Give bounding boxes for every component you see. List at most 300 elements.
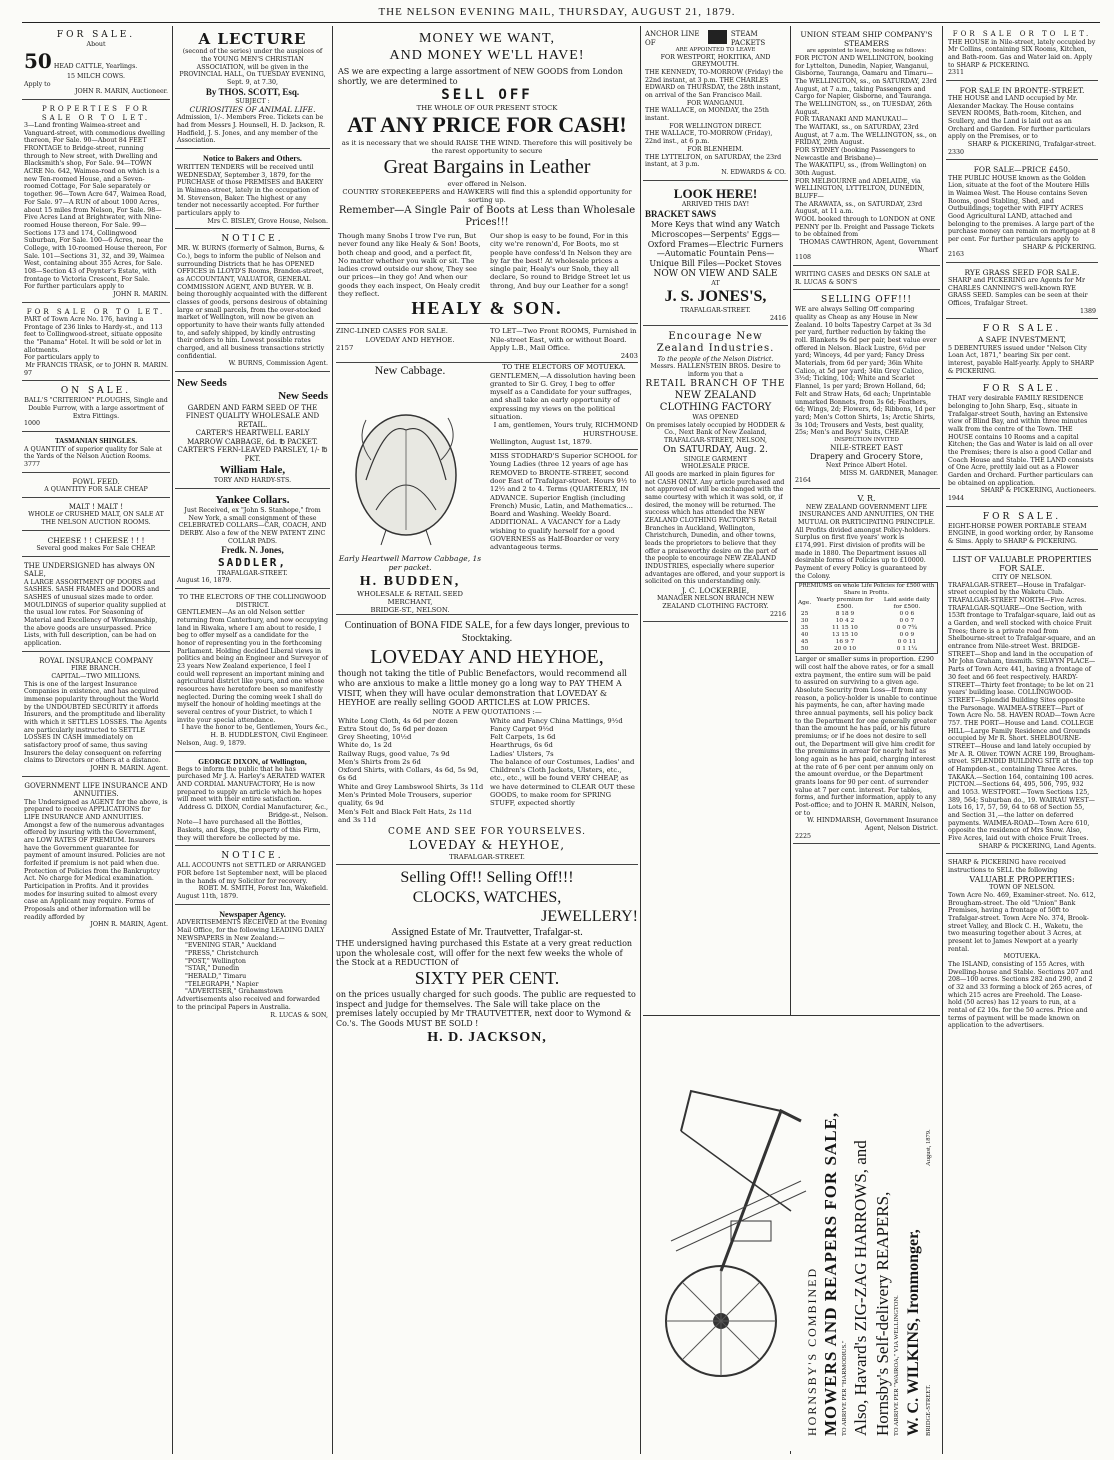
ad-headline: CLOCKS, WATCHES,	[412, 888, 562, 906]
sell-off-heading: SELL OFF	[441, 86, 533, 103]
ad-body: All goods are marked in plain figures for net CASH ONLY. Any article purchased and not approved of will be exchanged with the same courtesy with which it was sold, or, if desired, the money will be returned. The success which has attended the NEW ZEALAND CLOTHING FACTORY'S Retail Branches in Auckland, Wellington, Christchurch, Dunedin, and other towns, leads the proprietors to believe that they offer a praiseworthy desire on the part of the people to encourage NEW ZEALAND INDUSTRIES, especially where superior advantages are offered, and your support is solicited on this understanding only.	[645, 471, 785, 586]
ad-signature: R. LUCAS & SON,	[270, 1011, 328, 1019]
ad-body: THE HOUSE in Nile-street, lately occupied by Mr Collins, containing SIX Rooms, Kitchen, and Bath-room. Gas and Water laid on. Apply to SHARP & PICKERING.	[948, 38, 1096, 69]
ad-body: on the prices usually charged for such goods. The public are requested to inspect and judge for themselves. The Sale will take place on the premises lately occupied by Mr TRAUTVETTER, next door to Wymond & Co.'s. The Goods MUST BE SOLD !	[336, 989, 636, 1029]
ad-signature: SHARP & PICKERING, Trafalgar-street.	[967, 141, 1096, 149]
ad-text: FOR WANGANUI.	[686, 99, 745, 107]
ad-text: FOR TARANAKI AND MANUKAU—	[795, 116, 908, 124]
ad-body: This is one of the largest Insurance Companies in existence, and has acquired immense popularity throughout the World by the UNDOUBTED SECURITY it affords Insurers, and the promptitude and liberality with which it SETTLES LOSSES. The Agents are particularly instructed to SETTLE LOSSES IN CASH immediately on satisfactory proof of same, thus saving Insurers the delay consequent on referring claims to Directors or others at a distance.	[24, 680, 167, 765]
ad-signature: LOVEDAY AND HEYHOE.	[365, 335, 455, 344]
table-row	[796, 632, 937, 639]
mowers-headline: MOWERS AND REAPERS FOR SALE,	[821, 1111, 840, 1436]
ad-headline: Great Bargains in Leather	[383, 156, 591, 179]
ad-signature: JOHN R. MARIN, Agent.	[90, 921, 168, 929]
ad-text: FOR MELBOURNE and ADELAIDE, via WELLINGTON, LYTTELTON, DUNEDIN, BLUFF—	[795, 177, 925, 201]
ad-title: TO THE ELECTORS OF THE COLLINGWOOD DISTRICT.	[178, 594, 327, 609]
ad-body: A LARGE ASSORTMENT OF DOORS and SASHES. SASH FRAMES and DOORS and SASHES of unusual sizes made to order. MOULDINGS of superior quality supplied at the usual low rates. For Seasoning of Material and Excellency of Workmanship, the above goods are unsurpassed. Price Lists, with full description, can be had on application.	[24, 578, 166, 647]
ad-text: Remember—A Single Pair of Boots at Less than Wholesale Prices!!!	[338, 204, 636, 228]
quote-item: Extra Stout do, 5s 6d per dozen	[338, 724, 448, 733]
ad-body: The ISLAND, consisting of 155 Acres, with Dwelling-house and Stable. Sections 207 and 208—100 acres. Sections 282 and 290, and 2 of 32 and 33 forming a block of 265 acres, of which 215 acres are Freehold. The Lease-hold (50 acres) has 12 years to run, at a rental of £2 10s. for the 50 acres. Price and terms of payment will be made known on application to the advertisers.	[948, 961, 1093, 1030]
ad-title: FOWL FEED.	[72, 477, 120, 486]
ad-body: TRAFALGAR-STREET—House in Trafalgar-street occupied by the Waketu Club. TRAFALGAR-STREET NORTH—Five Acres. TRAFALGAR-SQUARE—One Section, with 153ft frontage to Trafalgar-square, laid out as a Garden, and well stocked with choice Fruit Trees; there is a private road from Shelbourne-street to Trafalgar-square, and an entrance from Nile-street West. BRIDGE-STREET—Shop and land in the occupation of Mr John Graham, tinsmith. SELWYN PLACE—Parts of Town Acre 441, having a frontage of 30 feet and 66 feet respectively. HARDY-STREET—Thirty feet frontage; to be let on 21 years' building lease. COLLINGWOOD-STREET—Splendid Building Sites opposite the Parsonage. WAIMEA-STREET—Part of Town Acre No. 58. HAVEN ROAD—Town Acre 757. THE PORT—House and Land. COLLEGE HILL—Large Family Residence and Grounds occupied by Mr R. Short. SHELBOURNE-STREET—House and land lately occupied by Mr A. R. Oliver. TOWN ACRE 199, Brougham-street. SPLENDID BUILDING SITE at the top of Hampden-st., containing Three Acres.	[948, 581, 1096, 773]
quote-item: White and Fancy China Mattings, 9½d	[490, 716, 623, 725]
ad-text: WHOLESALE & RETAIL SEED MERCHANT,	[357, 589, 463, 606]
ad-title: SELLING OFF!!!	[821, 295, 912, 306]
ad-text: Drapery and Grocery Store,	[809, 452, 924, 462]
ad-title: VALUABLE PROPERTIES:	[969, 874, 1075, 884]
ad-title: NEW ZEALAND GOVERNMENT LIFE INSURANCES AND ANNUITIES, ON THE MUTUAL OR PARTICIPATING PRINCIPLE.	[798, 503, 935, 526]
table-cell: 0 0 7	[899, 617, 915, 624]
flag-icon	[708, 30, 727, 44]
ad-text: ARE APPOINTED TO LEAVE	[675, 47, 756, 54]
ad-cheese	[22, 534, 170, 557]
ad-text: TOWN OF NELSON.	[989, 884, 1055, 892]
ad-body: Larger or smaller sums in proportion. £290 will cost half the above rates, or for a small extra payment, the entire sum will be paid to assured on surviving to a given age. Absolute Security from Loss—If from any reason, a policy-holder is unable to continue his payments, he can, after having made three annual payments, sell his policy back to the Department for one generally greater than the amount he has paid, or his future premiums; or if he does not desire to sell out, the Department will give him credit for the premiums in arrear for nearly half as long again as he has paid, charging interest at the rate of 6 per cent per annum only on the amount overdue, or the Department grants loans for 90 per cent. of surrender value at 7 per cent. interest. For tables, forms, and further information, apply to any Post-office; and to JOHN R. MARIN, Nelson, or to	[795, 656, 937, 817]
ad-newspaper-agency	[175, 908, 330, 1022]
ad-text: TRAFALGAR-STREET.	[449, 852, 525, 861]
ad-signature: W. HINDMARSH, Government Insurance Agent, Nelson District.	[807, 817, 938, 833]
ad-body: (second of the series) under the auspices of the YOUNG MEN'S CHRISTIAN ASSOCIATION, will be given in the PROVINCIAL HALL, On TUESDAY EVENING, Sept. 9, at 7.30,	[179, 48, 326, 86]
ad-properties	[22, 103, 170, 303]
ad-title: ANCHOR LINE OF	[645, 30, 700, 47]
table-cell: 20 0 10	[833, 646, 857, 653]
table-row	[796, 618, 937, 625]
ad-caption: Early Heartwell Marrow Cabbage, 1s per packet.	[338, 554, 482, 573]
ad-ploughs	[22, 384, 170, 432]
ad-signature: W. BURNS, Commission Agent.	[228, 360, 328, 368]
ad-text: MOTUEKA.	[1003, 953, 1041, 961]
ad-body: TO LET—Two Front ROOMS, Furnished in Nile-street East, with or without Board. Apply L.B., Mail Office.	[490, 327, 637, 352]
ad-text: TRAFALGAR-STREET.	[680, 306, 751, 314]
ad-government-life	[22, 780, 170, 932]
ad-smith-notice	[175, 849, 330, 904]
ad-number: 97	[24, 369, 33, 377]
ad-text: Messrs. HALLENSTEIN BROS. Desire to inform you that a	[650, 363, 781, 378]
ad-title: NOTICE.	[221, 234, 284, 245]
ad-body: THE PUBLIC HOUSE known as the Golden Lion, situate at the foot of the Moutere Hills in Waimea West. The House contains Seven Rooms, good Stabling, Shed, and Outbuildings; together with FIFTY ACRES Good Agricultural LAND, attached and belonging to the premises. A large part of the purchase money can remain on mortgage at 8 per cent. For further particulars apply to	[948, 174, 1096, 243]
ad-title: ROYAL INSURANCE COMPANY	[39, 656, 153, 665]
column-rule	[172, 26, 173, 1454]
ad-yankee-collars	[175, 492, 330, 589]
ad-burns-notice	[175, 232, 330, 372]
ad-text: Continuation of BONA FIDE SALE, for a few days longer, previous to Stocktaking.	[344, 620, 630, 644]
reaper-illustration	[661, 1071, 811, 1401]
table-cell: 35	[800, 624, 809, 631]
ad-body: Microscopes—Serpents' Eggs—Oxford Frames—Electric Furners—Automatic Fountain Pens—Unique Bill Files—Pocket Stoves	[647, 229, 784, 269]
ad-lecture	[175, 28, 330, 149]
lecture-subject: CURIOSITIES OF ANIMAL LIFE.	[189, 105, 316, 115]
ad-number: 1944	[948, 494, 965, 502]
ad-body: All Profits divided amongst Policy-holders. Surplus on first five years' work is £174,991. First division of profits will be made in 1880. The Department issues all desirable forms of Policies up to £10000. Payment of every Policy is guaranteed by the Colony.	[795, 526, 931, 580]
ad-title: Newspaper Agency.	[219, 909, 286, 919]
ad-fowl-feed	[22, 476, 170, 498]
masthead-rule	[22, 22, 1100, 23]
ad-body: A QUANTITY FOR SALE CHEAP	[44, 486, 148, 494]
ad-text: TORY AND HARDY-STS.	[213, 476, 292, 484]
ad-zinc-cases	[336, 327, 484, 360]
ad-title: New Cabbage.	[374, 363, 446, 378]
ad-number: 2416	[769, 314, 786, 322]
ad-text: WHOLESALE PRICE.	[681, 463, 750, 471]
ad-body: as it is necessary that we should RAISE THE WIND. Therefore this will positively be the rarest opportunity to secure	[341, 138, 633, 156]
cabbage-illustration	[336, 380, 476, 550]
ad-signature: MISS M. GARDNER, Manager.	[839, 469, 938, 477]
ad-bakers	[175, 152, 330, 229]
ad-text: WAS OPENED	[692, 414, 739, 421]
ad-text: For further particulars apply to	[24, 283, 125, 291]
ad-title: Notice to Bakers and Others.	[203, 154, 302, 164]
table-cell: 11 15 10	[832, 624, 858, 631]
ad-text: For particulars apply to	[24, 354, 100, 362]
ad-date: Nelson, Aug. 9, 1879.	[177, 739, 247, 747]
ad-title: TO THE ELECTORS OF MOTUEKA.	[502, 363, 626, 372]
table-cell: 0 1 1¼	[896, 646, 918, 653]
table-cell: 0 0 6	[899, 610, 915, 617]
ad-title: V. R.	[857, 493, 876, 503]
ad-body: ZINC-LINED CASES FOR SALE.	[336, 327, 448, 336]
ad-body: GENTLEMEN—As an old Nelson settler returning from Canterbury, and now occupying land in Riwaka, where I am about to reside, I beg to offer myself as a candidate for the honor of representing you in the forthcoming Parliament. Holding decided Liberal views in politics and being an Engineer and Surveyor of 23 years New Zealand experience, I feel I could well represent an important mining and agricultural district like yours, and one whose resources have heretofore been so manifestly neglected. During the coming week I shall do myself the honour of holding meetings at the several centres of your District, to which I invite your special attendance.	[177, 609, 328, 724]
ad-text: More Keys that wind any Watch	[650, 220, 781, 230]
ad-body: THE WALLACE, on MONDAY, the 25th instant.	[645, 107, 769, 123]
ad-title: FOR SALE—PRICE £450.	[973, 165, 1071, 175]
ad-number: 2311	[948, 69, 965, 77]
ad-body: Town Acre No. 469, Examiner-street. No. 612, Brougham-street. The old "Union" Bank Premises, having a frontage of 50ft to Trafalgar-street. Town Acre No. 374, Brook-street Valley, and Block C. H., Waketu, the two measuring together about 3 Acres, at present let to James Newport at a yearly rental.	[948, 892, 1096, 953]
table-cell: 30	[800, 617, 809, 624]
ad-sale-or-let	[22, 306, 170, 382]
ad-number: 2157	[336, 343, 354, 352]
quote-item: Grey Sheeting, 10½d	[338, 733, 412, 742]
table-cell: 0 0 9	[899, 632, 915, 639]
ad-text: BRIDGE-ST., NELSON.	[370, 606, 450, 615]
ad-body: WE are always Selling Off comparing quality as Cheap as any House in New Zealand. 10 bolts Tapestry Carpet at 3s 3d per yard, further reduction by taking the roll. Blankets 9s 6d per pair, best value ever offered in Nelson. Black Lustre, 6½d per yard; Winceys, 4d per yard; Fancy Dress Materials, from 6d per yard; 36in White Calico, at 5d per yard; 34in Grey Calico, 3½d; Ticking, 10d; White and Scarlet Flannel, 1s per yard; Brown Holland, 6d; Felt and Straw Hats, 6d each; Unprintable unmarked Bonnets, from 3s 6d; Feathers, 6d; Wings, 2d; Flowers, 6d; Ribbons, 1d per yard; Men's Cotton Shirts, 1s; Arctic Shirts, 3s 10d; Trousers and Vests, best quality, 25s; Men's and Boys' Suits, CHEAP.	[795, 306, 937, 437]
quote-item: The balance of our Costumes, Ladies' and Children's Cloth Jackets, Ulsters, etc., etc., etc., will be found VERY CHEAP, as we have determined to CLEAR OUT these GOODS, to make room for SPRING STUFF, expected shortly	[490, 757, 635, 808]
quote-item: White and Grey Lambswool Shirts, 3s 11d	[338, 782, 484, 791]
ad-text: HEAD CATTLE, Yearlings.	[53, 62, 138, 70]
table-cell: 40	[800, 632, 809, 639]
paper-item: "STAR," Dunedin	[185, 965, 240, 973]
ad-body: AS we are expecting a large assortment of NEW GOODS from London shortly, we are determined to	[338, 67, 623, 86]
ad-text: About	[86, 40, 106, 48]
poem-left: Though many Snobs I trow I've run, But never found any like Healy & Son! Boots, both cheap and good, and a perfect fit, No matter whether you walk or sit. The ladies crowd outside our show, They see our prices—in they go! And when our goods they each inspect, On Healy credit they reflect.	[338, 232, 481, 298]
ad-signature: Fredk. N. Jones,	[221, 545, 284, 556]
quote-item: Oxford Shirts, with Collars, 4s 6d, 5s 9d, 6s 6d	[338, 766, 479, 783]
ad-signature: SHARP & PICKERING, Land Agents.	[978, 842, 1096, 850]
ad-body: The WAITAKI, ss., on SATURDAY, 23rd August, at 7 a.m. The WELLINGTON, ss., on FRIDAY, 29th August.	[795, 124, 937, 147]
paper-item: "POST," Wellington	[185, 957, 246, 965]
harrows-headline: Also, Havard's ZIG-ZAG HARROWS, and	[851, 1140, 870, 1436]
ad-text: COUNTRY STOREKEEPERS and HAWKERS will find this a splendid opportunity for sorting up.	[342, 188, 632, 205]
quote-item: Felt Carpets, 1s 6d	[490, 733, 556, 742]
ad-body: TAKAKA.—Section 164, containing 100 acres. PICTON.—Sections 64, 495, 506, 795, 932 and 1053. WESTPORT.—Town Sections 125, 389, 564; Suburban do., 19. WAIRAU WEST—Lots 16, 17, 57, 59, 64 to 68 of Section 55, and Section 31,—the latter on deferred payments. WAIMEA-ROAD—Town Acre 610, opposite the residence of Mrs Snow. Also, Five Acres, laid out with choice Fruit Trees.	[948, 773, 1095, 842]
ad-dixon	[175, 755, 330, 847]
table-cell: 16 9 7	[835, 639, 855, 646]
ad-signature: HEALY & SON.	[411, 298, 563, 319]
ad-number: 2403	[620, 352, 638, 361]
ad-title: FOR SALE OR TO LET.	[952, 30, 1092, 38]
ad-body: SHARP and PICKERING are Agents for Mr CHARLES CANNING'S well-known RYE GRASS SEED. Samples can be seen at their Offices, Trafalgar Street.	[948, 277, 1088, 308]
ad-text: FIRE BRANCH.	[71, 665, 121, 673]
ad-text: AT	[711, 279, 720, 287]
table-cell: 10 4 2	[835, 617, 855, 624]
quote-item: Men's Shirts from 2s 6d	[338, 757, 421, 766]
ad-headline: LOOK HERE!	[673, 185, 758, 201]
paper-list	[177, 942, 328, 996]
ad-text: NILE-STREET EAST	[830, 443, 903, 452]
ad-text: To the people of the Nelson District.	[657, 355, 774, 363]
column-2	[175, 28, 330, 1453]
ad-signature: H. D. JACKSON,	[427, 1029, 547, 1045]
ad-text: 15 MILCH COWS.	[67, 73, 125, 81]
ad-signature: Address G. DIXON, Cordial Manufacturer, &c., Bridge-st., Nelson.	[179, 804, 328, 819]
ad-body: THE LYTTELTON, on SATURDAY, the 23rd instant, at 3 p.m.	[645, 153, 782, 169]
ad-cattle-for-sale	[22, 28, 170, 100]
ad-signature: LOVEDAY & HEYHOE,	[408, 838, 566, 853]
column-rule	[640, 26, 641, 1454]
ad-title: THE UNDERSIGNED has always ON SALE,	[24, 561, 156, 579]
ad-title: RYE GRASS SEED FOR SALE.	[964, 267, 1080, 277]
table-cell: 45	[800, 639, 809, 646]
table-cell: Age.	[798, 600, 812, 607]
table-cell: 8 18 9	[835, 610, 855, 617]
ad-body: On premises lately occupied by HODDER & Co., Next Bank of New Zealand, TRAFALGAR-STREET, NELSON,	[645, 421, 786, 445]
ad-text: CARTER'S FERN-LEAVED PARSLEY, 1/- ℔ PKT.	[177, 446, 328, 463]
ad-body: Just Received, ex "John S. Stanhope," from New York, a small consignment of these CELEBRATED COLLARS—CAR, COACH, AND DERBY. Also a few of the NEW PATENT ZINC COLLAR PADS.	[178, 506, 327, 545]
ad-nile-street-house	[946, 28, 1098, 81]
ad-text: Assigned Estate of Mr. Trautvetter, Trafalgar-st.	[391, 926, 583, 938]
ad-number: 1389	[1079, 307, 1096, 315]
ad-body: WRITING CASES and DESKS ON SALE at R. LUCAS & SON'S	[795, 271, 930, 286]
ad-text: MANAGER NELSON BRANCH NEW ZEALAND CLOTHING FACTORY.	[656, 595, 774, 610]
ad-family-residence	[946, 382, 1098, 506]
ad-body: WRITTEN TENDERS will be received until WEDNESDAY, September 3, 1879, for the PURCHASE of those PREMISES and BAKERY in Waimea-street, lately in the occupation of M. Stevenson, Baker. The highest or any tender not necessarily accepted. For further particulars apply to	[177, 163, 324, 217]
ad-title: FOR SALE OR TO LET.	[26, 307, 166, 316]
ad-union-steam	[793, 28, 940, 266]
table-cell: Laid aside daily for £500.	[883, 596, 930, 610]
ad-number: 2163	[948, 251, 965, 259]
ad-nz-gov-life	[793, 492, 940, 845]
ad-steam-engine	[946, 510, 1098, 550]
ad-text: SUBJECT :	[235, 97, 270, 105]
cabbage-school-row	[336, 363, 638, 615]
ad-title: GOVERNMENT LIFE INSURANCE AND ANNUITIES.	[24, 781, 168, 799]
ad-number: 2164	[795, 477, 812, 485]
quote-item: Men's Felt and Black Felt Hats, 2s 11d and 3s 11d	[338, 807, 472, 824]
reapers-arrival-note: TO ARRIVE PER "WAIROA," VIA WELLINGTON.	[893, 1295, 900, 1436]
ad-text: INSPECTION INVITED	[834, 436, 899, 443]
ad-title: UNION STEAM SHIP COMPANY'S STEAMERS	[800, 30, 933, 49]
ad-body: though not taking the title of Public Benefactors, would recommend all who are anxious to make a little money go a long way to PAY THEM A VISIT, when they will have ocular demonstration that LOVEDAY & HEYHOE are really selling GOOD ARTICLES at LOW PRICES.	[338, 669, 627, 708]
ad-jackson	[336, 868, 638, 1046]
table-row	[796, 646, 937, 653]
ad-body: MR. W. BURNS (formerly of Salmon, Burns, & Co.), begs to inform the public of Nelson and surrounding Districts that he has OPENED OFFICES in LLOYD'S Rooms, Brandon-street, as ACCOUNTANT, VALUATOR, GENERAL COMMISSION AGENT, AND BUYER. W. B. being thoroughly acquainted with the different classes of goods, persons desirous of obtaining large or small parcels, from the over-stocked market of Wellington, will now be given an opportunity to have their wants fully attended to, and safely shipped, by kindly entrusting their orders to him. Lowest possible rates charged, and all business transactions strictly confidential.	[177, 245, 328, 360]
quotations	[338, 717, 636, 825]
ad-title: ON SALE.	[60, 386, 132, 397]
ad-date: August 16, 1879.	[177, 577, 232, 585]
small-ads-row	[336, 327, 638, 363]
paper-item: "TELEGRAPH," Napier	[185, 980, 259, 988]
column-3	[336, 28, 638, 1453]
ad-body: GARDEN AND FARM SEED OF THE FINEST QUALITY WHOLESALE AND RETAIL.	[185, 403, 320, 429]
table-cell: 50	[800, 646, 809, 653]
ad-signature: William Hale,	[219, 463, 286, 476]
ad-text: are appointed to leave, booking as follows:	[806, 48, 927, 55]
ad-title: New Seeds	[278, 390, 328, 403]
ad-body: THE undersigned having purchased this Estate at a very great reduction upon the wholesale cost, will offer for the next few weeks the whole of the Stock at a REDUCTION of	[336, 938, 633, 968]
ad-text: FOR WESTPORT, HOKITIKA, AND GREYMOUTH.	[660, 53, 771, 69]
paper-item: "EVENING STAR," Auckland	[185, 942, 277, 950]
quote-item: Hearthrugs, 6s 6d	[490, 741, 553, 750]
ad-body: WOOL booked through to LONDON at ONE PENNY per lb. Freight and Passage Tickets to be obtained from	[795, 216, 936, 239]
mowers-arrival-note: TO ARRIVE PER "HARMODIUS."	[841, 1340, 848, 1436]
lecturer: By THOS. SCOTT, Esq.	[205, 86, 300, 97]
ad-motueka-school	[490, 363, 638, 614]
ad-golden-lion	[946, 163, 1098, 263]
ad-debentures	[946, 322, 1098, 379]
ad-nz-clothing	[643, 329, 788, 622]
ad-body: ALL ACCOUNTS not SETTLED or ARRANGED FOR before 1st September next, will be placed in the hands of my Solicitor for recovery.	[177, 862, 327, 885]
ad-number: 3777	[24, 461, 41, 468]
quotations-left	[338, 717, 484, 825]
quote-item: Men's Printed Mole Trousers, superior quality, 6s 9d	[338, 791, 472, 808]
ad-signature: N. EDWARDS & CO.	[721, 168, 786, 176]
ad-title: NOTICE.	[221, 851, 284, 862]
ad-number: 2330	[948, 148, 965, 156]
ad-body: THE KENNEDY, TO-MORROW (Friday) the 22nd instant, at 3 p.m. THE CHARLES EDWARD on THURSDAY, the 28th instant, on arrival of the San Francisco Mail.	[645, 69, 784, 100]
ad-signature: I am, gentlemen, Yours truly, RICHMOND HURSTHOUSE.	[493, 421, 638, 438]
ad-date: August 11th, 1879.	[177, 893, 239, 901]
ad-headline: Selling Off!! Selling Off!!!	[400, 869, 574, 887]
ad-date: Wellington, August 1st, 1879.	[490, 437, 592, 446]
ad-body: EIGHT-HORSE POWER PORTABLE STEAM ENGINE, in good working order, by Ransome & Sims. Apply to SHARP & PICKERING.	[948, 522, 1094, 545]
ad-title: AND MONEY WE'LL HAVE!	[389, 48, 585, 64]
ad-sharp-properties	[946, 857, 1098, 1033]
ad-text: FOR BLENHEIM.	[687, 145, 744, 153]
premium-grid	[796, 597, 937, 654]
ad-body: THE WALLACE, TO-MORROW (Friday), 22nd inst., at 6 p.m.	[645, 130, 773, 146]
ad-title: A LECTURE	[198, 30, 307, 48]
premium-table	[795, 582, 938, 654]
ad-headline: JEWELLERY!	[541, 908, 638, 926]
ad-royal-insurance	[22, 655, 170, 777]
ad-date: August, 1879.	[925, 1129, 932, 1166]
ad-signature: JOHN R. MARIN, Auctioneer.	[74, 88, 168, 96]
ad-number: 1108	[795, 254, 812, 262]
ad-text: SINGLE GARMENT	[683, 455, 748, 463]
ad-collingwood-electors	[175, 592, 330, 751]
ad-body: A QUANTITY of superior quality for Sale at the Yards of the Nelson Auction Rooms.	[24, 445, 163, 461]
ad-body: Begs to inform the public that he has purchased Mr J. A. Harley's AERATED WATER AND CORDIAL MANUFACTORY, He is now prepared to supply an article which he hopes will meet with their entire satisfaction.	[177, 765, 325, 804]
ad-signature: JOHN R. MARIN. Agent.	[90, 764, 168, 772]
ad-body: SHARP & PICKERING have received instructions to SELL the following	[948, 859, 1066, 874]
ad-signature: J. S. JONES'S,	[664, 288, 767, 306]
mowers-subheading: HORNSBY'S COMBINED	[805, 1266, 819, 1436]
table-cell: 25	[800, 610, 809, 617]
table-row	[796, 625, 937, 632]
ad-text: RETAIL BRANCH OF THE	[645, 378, 786, 389]
ad-seeds	[175, 375, 330, 489]
paper-item: "PRESS," Christchurch	[185, 950, 259, 958]
ad-body: The ARAWATA, ss., on SATURDAY, 23rd August, at 11 a.m.	[795, 200, 923, 216]
ad-signature: J. C. LOCKERBIE,	[681, 586, 750, 596]
anchor-header	[645, 30, 786, 47]
ad-signature: THOMAS CAWTHRON, Agent, Government Wharf	[799, 239, 938, 254]
ad-text: On SATURDAY, Aug. 2.	[663, 444, 768, 455]
ad-signature: I have the honor to be, Gentlemen, Yours &c., H. B. HUDDLESTON, Civil Engineer.	[181, 724, 328, 740]
ad-healy	[336, 28, 638, 324]
ad-signature: ROBT. M. SMITH, Forest Inn, Wakefield.	[198, 885, 328, 893]
ad-text: Next Prince Albert Hotel.	[825, 461, 908, 469]
ad-body: The WELLINGTON, ss., on SATURDAY, 23rd August, at 7 a.m., taking Passengers and Cargo for Napier, Gisborne, and Tauranga. The WELLINGTON, ss., on TUESDAY, 26th August.	[795, 78, 937, 116]
ad-signature: SHARP & PICKERING, Auctioneers.	[980, 487, 1096, 495]
ad-body: GENTLEMEN,—A dissolution having been granted to Sir G. Grey, I beg to offer myself as a Candidate for your suffrages, and shall take an early opportunity of expressing my views on the political situation.	[490, 371, 636, 422]
ad-text: A SAFE INVESTMENT,	[978, 335, 1066, 345]
ad-text: FOR PICTON AND WELLINGTON, booking for Lyttelton, Dunedin, Napier, Wanganui, Gisborne, Tauranga, Oamaru and Timaru—	[795, 54, 934, 78]
table-cell: 0 0 11	[897, 639, 917, 646]
ad-rye-grass	[946, 266, 1098, 320]
ad-signature: Mr FRANCIS TRASK, or to JOHN R. MARIN.	[25, 362, 168, 370]
ad-text: Apply to	[24, 80, 51, 88]
ad-look-here	[643, 184, 788, 327]
wilkins-signature: W. C. WILKINS, Ironmonger,	[905, 1229, 922, 1436]
ad-bronte-street	[946, 84, 1098, 161]
table-cell: Yearly premium for £500.	[816, 596, 874, 610]
quote-item: White Long Cloth, 4s 6d per dozen	[338, 716, 458, 725]
ad-title: PROPERTIES FOR SALE OR TO LET.	[41, 105, 151, 122]
ad-text: ARRIVED THIS DAY!	[681, 201, 750, 209]
ad-text: CAPITAL—TWO MILLIONS.	[51, 672, 141, 680]
ad-body: WHOLE or CRUSHED MALT, ON SALE AT THE NELSON AUCTION ROOMS.	[28, 511, 164, 527]
quote-item: Fancy Carpet 9½d	[490, 724, 554, 733]
ad-title: CHEESE ! ! CHEESE ! ! !	[47, 535, 145, 545]
ad-body: PART of Town Acre No. 176, having a Frontage of 236 links to Hardy-st., and 113 feet to Collingwood-street, situate opposite the "Panama" Hotel. It will be sold or let in allotments.	[24, 316, 163, 354]
ad-body: THAT very desirable FAMILY RESIDENCE belonging to John Sharp, Esq., situate in Trafalgar-street South, having an Extensive view of Blind Bay, and within three minutes walk from the centre of the Town. THE HOUSE contains 10 Rooms and a capital Kitchen; the Gas and Water is laid on all over the Premises; there is also a good Cellar and Coach House and Stable. THE LAND consists of One Acre, prettily laid out as a Flower Garden and Orchard. Further particulars can be obtained on application.	[948, 395, 1094, 487]
ad-headline: LOVEDAY AND HEYHOE,	[370, 645, 604, 668]
ad-text: CITY OF NELSON.	[991, 574, 1053, 582]
quote-item: Railway Rugs, good value, 7s 9d	[338, 749, 450, 758]
ad-body: ADVERTISEMENTS RECEIVED at the Evening Mail Office, for the following LEADING DAILY NEWSPAPERS in New Zealand:—	[177, 919, 327, 942]
ad-text: NOTE A FEW QUOTATIONS :—	[432, 708, 542, 717]
ad-malt	[22, 501, 170, 531]
masthead: THE NELSON EVENING MAIL, THURSDAY, AUGUST 21, 1879.	[378, 6, 736, 18]
ad-number: 1000	[24, 420, 41, 428]
ad-loveday-heyhoe	[336, 618, 638, 865]
ad-text: COME AND SEE FOR YOURSELVES.	[388, 827, 586, 838]
paper-item: "ADVERTISER," Grahamstown	[185, 988, 283, 996]
ad-title: New Seeds	[177, 376, 227, 389]
ad-title: LIST OF VALUABLE PROPERTIES FOR SALE.	[952, 554, 1092, 574]
ad-title: TASMANIAN SHINGLES.	[55, 437, 137, 446]
ad-text: CARTER'S HEARTWELL EARLY MARROW CABBAGE, 6d. ℔ PACKET.	[187, 429, 318, 446]
poem-right: Our shop is easy to be found, For in this city we're renown'd, For Boots, mo st people have confess'd In Nelson they are by far the best! At wholesale prices a single pair, Healy's our Snob, they all declare, So round to Bridge Street let us throng, And buy our Leather for a song!	[490, 232, 632, 290]
ad-body: The WAKATIPU, ss., (from Wellington) on 30th August.	[795, 162, 927, 178]
ad-title: STEAM PACKETS	[730, 30, 766, 47]
table-cell: 13 15 10	[832, 632, 858, 639]
cattle-number: 50	[24, 48, 52, 73]
ad-text: SADDLER,	[218, 556, 287, 570]
ad-doors-sashes	[22, 560, 170, 652]
column-1	[22, 28, 170, 1453]
ad-title: Yankee Collars.	[215, 493, 290, 506]
ad-body: BALL'S "CRITERION" PLOUGHS, Single and Double Furrow, with a large assortment of Extra Fittings.	[24, 397, 168, 420]
ad-text: BRACKET SAWS	[645, 209, 717, 220]
ad-text: FOR WELLINGTON DIRECT.	[669, 122, 762, 130]
table-header	[796, 597, 937, 611]
paper-item: "HERALD," Timaru	[185, 973, 247, 981]
ad-body: MISS STODHARD'S Superior SCHOOL for Young Ladies (three 12 years of age has REMOVED to BRONTE-STREET, second door East of Trafalgar-street. Hours 9½ to 12½ and 2 to 4. Terms (QUARTERLY, IN ADVANCE. Superior English (including French) Music, Latin, and Mathematics... Board and Washing. Weekly Board. ADDITIONAL. A VACANCY for a Lady wishing to qualify herself for a good GOVERNESS as Half-Boarder or very advantageous terms.	[490, 449, 638, 551]
ad-title: MALT ! MALT !	[68, 502, 124, 511]
ad-body: 3—Land fronting Waimea-street and Vanguard-street, with commodious dwelling thereon, For Sale. 90—About 84 FEET FRONTAGE to Bridge-street, running through to New street, with Dwelling and Blacksmith's shop, For Sale. 94—TOWN ACRE No. 642, Waimea-road on which is a new Ten-roomed House, and a Seven-roomed Cottage, For Sale separately or together. 96—Town Acre 647, Waimea Road, For Sale. 97—A RUN of about 1000 Acres, about 15 miles from Nelson, For Sale. 98—Five Acres Land at Brightwater, with Nine-roomed House thereon, For Sale. 99—Sections 173 and 174, Collingwood Suburban, For Sale. 100—6 Acres, near the College, with 10-roomed House thereon, For Sale. 101—Sections 31, 32, and 39, Waimea West, containing about 355 Acres, for Sale. 108—Section 43 of Poynter's Estate, with frontage to Victoria Crescent, For Sale.	[24, 122, 167, 283]
ad-body: The Undersigned as AGENT for the above, is prepared to receive APPLICATIONS for LIFE INSURANCE AND ANNUITIES. Amongst a few of the numerous advantages offered by insuring with the Government, are LOW RATES OF PREMIUM. Insurers have the Government guarantee for payment of amount insured. Policies are not forfeited if premium is not paid when due. Protection of Policies from the Bankruptcy Act. No charge for Medical examination. Participation in Profits. And it provides modes for insuring suited to almost every case an Applicant may require. Forms of Proposals and other information will be readily afforded by	[24, 798, 168, 921]
